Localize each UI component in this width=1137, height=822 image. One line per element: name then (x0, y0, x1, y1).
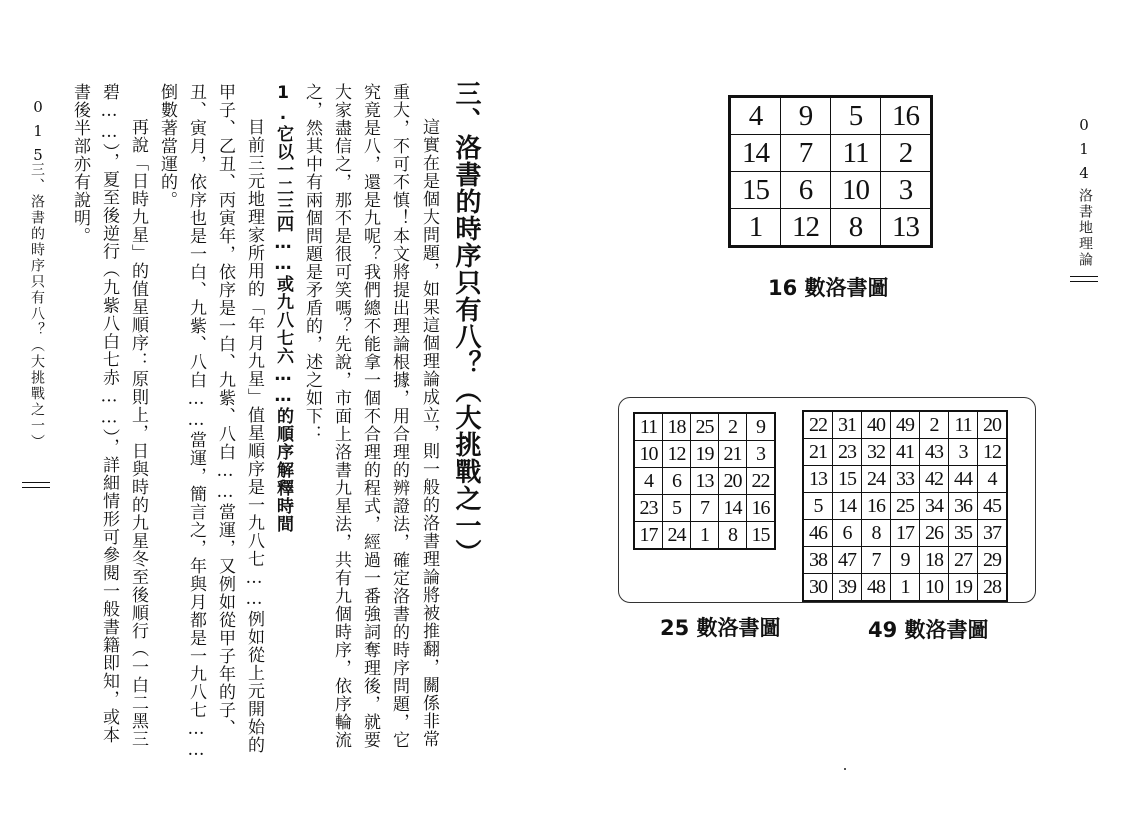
cell: 21 (719, 441, 747, 468)
table-row (803, 411, 1007, 439)
cell: 25 (891, 493, 920, 520)
cell: 48 (862, 574, 891, 602)
cell: 39 (833, 574, 862, 602)
table-row (803, 520, 1007, 547)
cell: 29 (978, 547, 1008, 574)
table-row (803, 574, 1007, 602)
cell: 8 (862, 520, 891, 547)
cell: 14 (719, 495, 747, 522)
cell: 11 (634, 413, 663, 441)
cell: 3 (881, 172, 932, 209)
caption-16: 16 數洛書圖 (768, 276, 889, 300)
cell: 13 (691, 468, 719, 495)
cell: 5 (663, 495, 691, 522)
cell: 37 (978, 520, 1008, 547)
cell: 20 (978, 411, 1008, 439)
cell: 6 (781, 172, 831, 209)
cell: 2 (719, 413, 747, 441)
body-column-12: 書後半部亦有說明。 (70, 83, 90, 245)
body-column-9: 倒數著當運的。 (157, 83, 177, 209)
cell: 1 (691, 522, 719, 550)
cell: 15 (747, 522, 776, 550)
magic-square-16 (728, 95, 933, 248)
magic-square-25 (633, 412, 776, 550)
page-number-left: 015 (29, 98, 47, 170)
running-header-left: 三、洛書的時序只有八？（大挑戰之一） (29, 162, 45, 450)
cell: 9 (891, 547, 920, 574)
cell: 34 (920, 493, 949, 520)
body-column-8: 丑、寅月，依序也是一白、九紫、八白……當運，簡言之，年與月都是一九八七…… (186, 83, 206, 761)
table-row (803, 439, 1007, 466)
table-row (730, 135, 932, 172)
cell: 15 (833, 466, 862, 493)
cell: 15 (730, 172, 781, 209)
cell: 4 (634, 468, 663, 495)
cell: 8 (719, 522, 747, 550)
cell: 13 (881, 209, 932, 247)
cell: 42 (920, 466, 949, 493)
body-column-7: 甲子、乙丑、丙寅年，依序是一白、九紫、八白……當運，又例如從甲子年的子、 (215, 83, 235, 737)
cell: 2 (920, 411, 949, 439)
running-header-right: 洛書地理論 (1077, 188, 1093, 268)
cell: 44 (949, 466, 978, 493)
cell: 14 (730, 135, 781, 172)
cell: 1 (730, 209, 781, 247)
cell: 1 (891, 574, 920, 602)
cell: 31 (833, 411, 862, 439)
cell: 16 (881, 97, 932, 135)
cell: 10 (634, 441, 663, 468)
cell: 12 (978, 439, 1008, 466)
table-row (730, 97, 932, 135)
table-row (803, 466, 1007, 493)
cell: 30 (803, 574, 833, 602)
cell: 6 (833, 520, 862, 547)
cell: 38 (803, 547, 833, 574)
cell: 23 (634, 495, 663, 522)
cell: 16 (862, 493, 891, 520)
body-column-3: 究竟是八，還是九呢？我們總不能拿一個不合理的程式，經過一番強詞奪理後，就要 (360, 83, 380, 749)
cell: 13 (803, 466, 833, 493)
cell: 45 (978, 493, 1008, 520)
cell: 19 (949, 574, 978, 602)
cell: 14 (833, 493, 862, 520)
cell: 49 (891, 411, 920, 439)
scan-speck (844, 768, 846, 770)
cell: 20 (719, 468, 747, 495)
cell: 36 (949, 493, 978, 520)
cell: 2 (881, 135, 932, 172)
body-column-4: 大家盡信之，那不是很可笑嗎？先說，市面上洛書九星法，共有九個時序，依序輪流 (331, 83, 351, 749)
cell: 46 (803, 520, 833, 547)
cell: 26 (920, 520, 949, 547)
cell: 10 (831, 172, 881, 209)
caption-25: 25 數洛書圖 (660, 616, 781, 640)
magic-square-49 (802, 410, 1008, 602)
cell: 33 (891, 466, 920, 493)
table-row (634, 468, 775, 495)
page-number-right: 014 (1075, 116, 1093, 188)
right-page (568, 0, 1137, 822)
cell: 7 (862, 547, 891, 574)
cell: 24 (862, 466, 891, 493)
cell: 5 (803, 493, 833, 520)
table-row (634, 413, 775, 441)
cell: 12 (663, 441, 691, 468)
cell: 10 (920, 574, 949, 602)
cell: 35 (949, 520, 978, 547)
body-column-1: 這實在是個大問題，如果這個理論成立，則一般的洛書理論將被推翻，關係非常 (419, 118, 439, 748)
table-row (730, 172, 932, 209)
body-column-10: 再說「日時九星」的值星順序：原則上，日與時的九星冬至後順行（一白二黑三 (128, 118, 148, 748)
cell: 25 (691, 413, 719, 441)
cell: 8 (831, 209, 881, 247)
cell: 17 (634, 522, 663, 550)
body-column-11: 碧……），夏至後逆行（九紫八白七赤……），詳細情形可參閱一般書籍即知，或本 (99, 83, 119, 744)
left-page (0, 0, 568, 822)
cell: 5 (831, 97, 881, 135)
cell: 24 (663, 522, 691, 550)
cell: 12 (781, 209, 831, 247)
cell: 9 (781, 97, 831, 135)
cell: 11 (831, 135, 881, 172)
cell: 22 (803, 411, 833, 439)
cell: 43 (920, 439, 949, 466)
cell: 22 (747, 468, 776, 495)
table-row (634, 522, 775, 550)
caption-49: 49 數洛書圖 (868, 618, 989, 642)
body-column-6: 目前三元地理家所用的「年月九星」值星順序是一九八七……例如從上元開始的 (244, 118, 264, 754)
cell: 40 (862, 411, 891, 439)
cell: 47 (833, 547, 862, 574)
cell: 11 (949, 411, 978, 439)
subheading: 1.它以一二三四……或九八七六……的順序解釋時間 (273, 83, 293, 533)
header-rule-right (1070, 276, 1098, 282)
body-column-2: 重大，不可不慎！本文將提出理論根據，用合理的辨證法，確定洛書的時序問題，它 (389, 83, 409, 749)
cell: 28 (978, 574, 1008, 602)
table-row (803, 547, 1007, 574)
cell: 23 (833, 439, 862, 466)
chapter-title: 三、洛書的時序只有八？（大挑戰之一） (451, 80, 481, 566)
table-row (634, 441, 775, 468)
body-column-5: 之，然其中有兩個問題是矛盾的，述之如下： (302, 83, 322, 443)
table-row (803, 493, 1007, 520)
cell: 9 (747, 413, 776, 441)
cell: 27 (949, 547, 978, 574)
cell: 4 (978, 466, 1008, 493)
table-row (634, 495, 775, 522)
cell: 7 (781, 135, 831, 172)
cell: 6 (663, 468, 691, 495)
cell: 16 (747, 495, 776, 522)
cell: 7 (691, 495, 719, 522)
cell: 32 (862, 439, 891, 466)
table-row (730, 209, 932, 247)
cell: 21 (803, 439, 833, 466)
cell: 3 (747, 441, 776, 468)
cell: 18 (920, 547, 949, 574)
cell: 4 (730, 97, 781, 135)
cell: 41 (891, 439, 920, 466)
cell: 19 (691, 441, 719, 468)
header-rule-left (22, 482, 50, 488)
cell: 17 (891, 520, 920, 547)
cell: 3 (949, 439, 978, 466)
cell: 18 (663, 413, 691, 441)
